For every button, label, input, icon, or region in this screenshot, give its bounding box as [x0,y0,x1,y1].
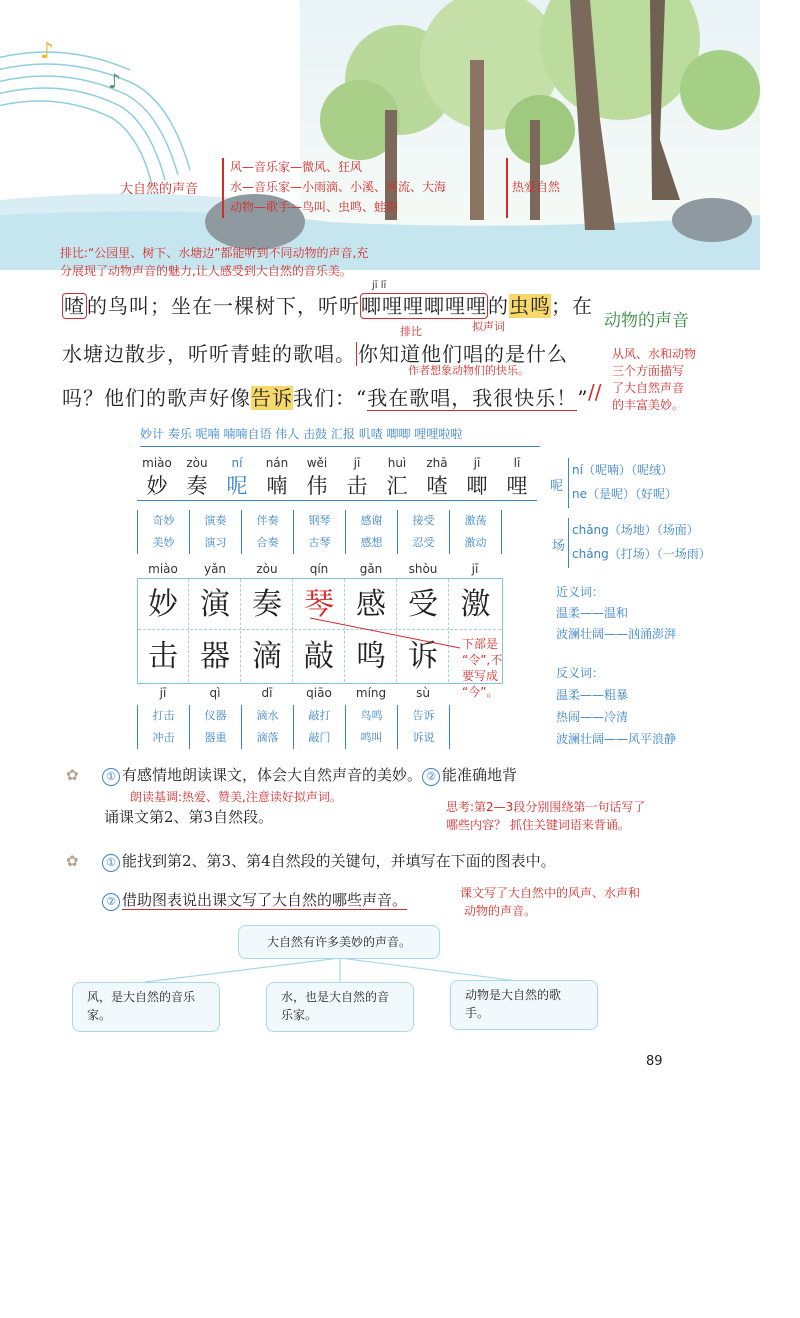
recognize-pinyin-row [137,456,537,470]
qin-note-1: 下部是 [462,637,499,651]
word: 美妙 [152,536,175,549]
write-py: sù [416,686,430,700]
text-l1-f: ；在 [551,294,593,318]
word: 滴落 [256,731,279,744]
word: 忍受 [412,536,435,549]
poly-ni-1: ní（呢喃）（呢绒） [572,463,673,477]
task1-num1: ① [102,768,120,786]
recognize-py: zòu [186,456,208,470]
diagram-box-wind: 风，是大自然的音乐家。 [72,982,220,1032]
banner-wind: 风—音乐家—微风、狂风 [230,160,363,174]
word: 激动 [464,536,487,549]
recognize-char: 汇 [386,474,408,498]
poly-ni-char: 呢 [550,479,564,494]
write-py: jī [159,686,167,700]
word: 伴奏 [256,514,279,527]
synonyms [556,582,676,645]
antonym: 温柔——粗暴 [556,688,629,702]
task2-answer [460,884,640,920]
word: 敲打 [308,709,331,722]
word: 钢琴 [308,514,331,527]
text-l3-c: 我们：“ [293,386,368,410]
side-note [612,346,696,414]
recognize-char: 哩 [506,474,528,498]
svg-text:♪: ♪ [108,69,121,93]
recognize-py: zhā [426,456,448,470]
word-gaosu: 告诉 [251,386,293,410]
word: 仪器 [204,709,227,722]
word: 合奏 [256,536,279,549]
task1-note: 朗读基调:热爱、赞美,注意读好拟声词。 [130,790,342,804]
write-py: qiāo [306,686,332,700]
side-note-1: 从风、水和动物 [612,347,697,361]
word: 打击 [152,709,175,722]
grid-char: 鸣 [346,631,397,682]
diagram-box-animal: 动物是大自然的歌手。 [450,980,598,1030]
word: 奇妙 [152,514,175,527]
word: 古琴 [308,536,331,549]
double-slash-mark: // [588,380,602,404]
side-note-2: 三个方面描写 [612,364,685,378]
synonyms-title: 近义词： [556,585,605,599]
task1-num2: ② [422,768,440,786]
task2-num2: ② [102,893,120,911]
grid-char: 妙 [138,579,189,630]
ann-paibi: 排比 [400,325,422,338]
poly-ni [572,458,677,506]
word: 接受 [412,514,435,527]
word: 鸣叫 [360,731,383,744]
poly-chang-1: chǎng（场地）（场面） [572,523,699,537]
word-pair [241,510,293,554]
task1-text2: 能准确地背 [442,766,518,784]
word: 告诉 [412,709,435,722]
text-l3-a: 吗？他们的歌声好像 [62,386,251,410]
word: 鸟鸣 [360,709,383,722]
recognize-char: 喳 [426,474,448,498]
word-zha: 喳 [64,294,85,318]
word: 滴水 [256,709,279,722]
qin-note-4: “今”。 [462,685,499,699]
task1-text1: 有感情地朗读课文，体会大自然声音的美妙。 [122,766,423,784]
banner-illustration [0,0,760,270]
svg-text:♪: ♪ [40,39,55,64]
synonym: 波澜壮阔——汹涌澎湃 [556,627,677,641]
text-l2-a: 水塘边散步，听听青蛙的歌唱。 [62,342,356,366]
text-l2-b: 你知道他们唱的是什么 [358,342,568,366]
nature-scene-icon [0,0,760,270]
text-l1-b: 的鸟叫；坐在一棵树下，听听 [87,294,360,318]
recognize-divider [137,500,537,501]
banner-bracket [222,158,224,218]
vocab-words: 妙计 奏乐 呢喃 喃喃自语 伟人 击鼓 汇报 叽喳 唧唧 哩哩啦啦 [140,427,463,441]
recognize-py: jī [353,456,361,470]
banner-water: 水—音乐家—小雨滴、小溪、河流、大海 [230,180,447,194]
antonyms [556,662,676,750]
write-py: jī [471,562,479,576]
qin-note-2: “令”,不 [462,653,503,667]
write-pinyin-row-1 [137,562,501,576]
write-py: qín [309,562,329,576]
grid-char: 诉 [398,631,449,682]
task2-text1: 能找到第2、第3、第4自然段的关键句，并填写在下面的图表中。 [122,852,556,870]
word-pair [449,510,502,554]
grid-char: 受 [398,579,449,630]
task2-text2: 借助图表说出课文写了大自然的哪些声音。 [122,891,408,909]
words-top [137,510,502,554]
word: 冲击 [152,731,175,744]
recognize-py: lī [513,456,521,470]
recognize-char: 唧 [466,474,488,498]
banner-label: 大自然的声音 [120,182,199,197]
word-pair [137,510,189,554]
poly-chang-2: cháng（打场）（一场雨） [572,547,711,561]
recognize-py: huì [387,456,407,470]
task1-think-2: 哪些内容？ 抓住关键词语来背诵。 [446,818,630,832]
text-l1-d: 的 [488,294,509,318]
grid-char: 滴 [242,631,293,682]
recognize-char: 喃 [266,474,288,498]
qin-note-3: 要写成 [462,669,499,683]
word-pair [345,510,397,554]
qin-note [462,636,502,700]
word-pair [397,705,450,749]
write-py: shòu [408,562,438,576]
write-py: zòu [256,562,278,576]
recognize-char: 伟 [306,474,328,498]
recognize-char: 妙 [146,474,168,498]
task2-num1: ① [102,854,120,872]
poly-ni-2: ne（是呢）（好呢） [572,487,677,501]
word: 诉说 [412,731,435,744]
word-pair [189,510,241,554]
task2-icon: ✿ [66,852,79,870]
grid-char: 器 [190,631,241,682]
grid-char: 感 [346,579,397,630]
banner-bracket-right [506,158,508,218]
poly-ni-bracket [568,458,569,508]
grid-char: 击 [138,631,189,682]
write-py: qì [209,686,221,700]
grid-char: 演 [190,579,241,630]
write-py: yǎn [203,562,227,576]
word: 激荡 [464,514,487,527]
recognize-char: 击 [346,474,368,498]
ann-nishengci: 拟声词 [472,320,505,333]
vocab-divider [140,446,540,447]
side-note-3: 了大自然声音 [612,381,685,395]
task1-think-1: 思考:第2—3段分别围绕第一句话写了 [446,800,646,814]
task1-icon: ✿ [66,766,79,784]
word-jilili: 唧哩哩唧哩哩 [361,294,487,318]
word: 感想 [360,536,383,549]
poly-chang-bracket [568,518,569,568]
word-pair [293,705,345,749]
antonym: 波澜壮阔——风平浪静 [556,732,677,746]
recognize-py: nán [265,456,289,470]
diagram-top: 大自然有许多美妙的声音。 [238,925,440,959]
word: 敲门 [308,731,331,744]
poly-chang [572,518,711,566]
word-pair [241,705,293,749]
pinyin-jili: jī lī [372,280,387,291]
grid-char: 奏 [242,579,293,630]
poly-chang-char: 场 [552,539,566,554]
task1-line1 [102,764,517,786]
grid-char: 敲 [294,631,345,682]
diagram-box-water: 水，也是大自然的音乐家。 [266,982,414,1032]
grid-char: 激 [450,579,501,630]
ann-xiangxiang: 作者想象动物们的快乐。 [408,364,529,377]
recognize-char-row [137,470,537,500]
page-number: 89 [646,1054,663,1069]
word-pair [189,705,241,749]
qin-arrow-icon [300,610,470,660]
task2-answer-1: 课文写了大自然中的风声、水声和 [460,886,641,900]
recognize-py: miào [142,456,172,470]
recognize-char: 呢 [226,474,248,498]
word-pair [137,705,189,749]
task1-line2: 诵课文第2、第3自然段。 [104,808,274,826]
write-pinyin-row-2 [137,686,449,700]
antonym: 热闹——冷清 [556,710,629,724]
task2-answer-2: 动物的声音。 [464,904,537,918]
note-paibi-line2: 分展现了动物声音的魅力,让人感受到大自然的音乐美。 [60,264,352,278]
word-pair [293,510,345,554]
recognize-py: ní [231,456,243,470]
grid-char-qin: 琴 [294,579,345,630]
banner-right: 热爱自然 [512,180,561,194]
banner-animal: 动物—歌手—鸟叫、虫鸣、蛙唱 [230,200,399,214]
recognize-char: 奏 [186,474,208,498]
write-py: míng [355,686,387,700]
antonyms-title: 反义词： [556,666,605,680]
write-py: miào [148,562,178,576]
word: 演习 [204,536,227,549]
word-pair [345,705,397,749]
write-py: gǎn [359,562,383,576]
synonym: 温柔——温和 [556,606,629,620]
banner-branches [230,157,446,217]
word-pair [397,510,449,554]
text-line-1 [62,290,593,319]
task2-line2 [102,889,407,911]
note-paibi [60,244,368,280]
word: 演奏 [204,514,227,527]
recognize-py: wěi [306,456,328,470]
write-py: dī [261,686,273,700]
task1-think [446,798,645,834]
quote-sing: 我在歌唱，我很快乐！ [367,386,578,410]
words-bottom [137,705,450,749]
word: 器重 [204,731,227,744]
text-line-3 [62,382,588,411]
section-title: 动物的声音 [604,311,689,331]
word-chongming: 虫鸣 [509,294,551,318]
side-note-4: 的丰富美妙。 [612,398,685,412]
task2-line1 [102,850,556,872]
note-paibi-line1: 排比:“公园里、树下、水塘边”都能听到不同动物的声音,充 [60,246,369,260]
text-l3-e: ” [577,386,589,410]
word: 感谢 [360,514,383,527]
recognize-py: jī [473,456,481,470]
